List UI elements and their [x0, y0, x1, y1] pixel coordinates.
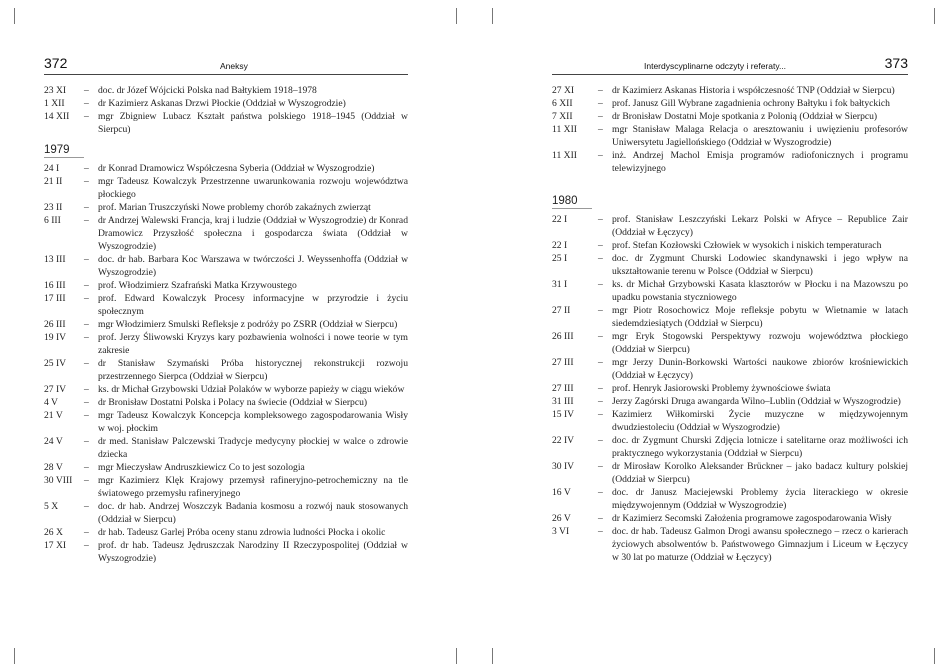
left-page-header: [44, 56, 408, 75]
entry-text: prof. Jerzy Śliwowski Kryzys kary pozbawienia wolności i nowe teorie w tym zakresie: [98, 332, 408, 356]
entry-dash: –: [84, 358, 89, 369]
entry-date: 27 II: [552, 305, 571, 316]
entry-text: prof. Stanisław Leszczyński Lekarz Polski w Afryce – Republice Zair (Oddział w Łęczycy): [612, 214, 908, 238]
crop-mark: [14, 648, 15, 664]
entry-date: 1 XII: [44, 98, 65, 109]
left-page: [44, 56, 408, 565]
lecture-entry: [552, 84, 908, 97]
right-entry-list: [552, 75, 908, 564]
entry-date: 13 III: [44, 254, 66, 265]
entry-date: 19 IV: [44, 332, 67, 343]
entry-date: 17 XI: [44, 540, 67, 551]
year-heading: 1979: [44, 144, 84, 158]
entry-text: prof. Marian Truszczyński Nowe problemy chorób zakaźnych zwierząt: [98, 202, 371, 213]
entry-date: 26 III: [552, 331, 574, 342]
lecture-entry: [552, 123, 908, 149]
entry-text: Jerzy Zagórski Druga awangarda Wilno–Lublin (Oddział w Wyszogrodzie): [612, 396, 901, 407]
entry-dash: –: [598, 253, 603, 264]
entry-dash: –: [598, 331, 603, 342]
entry-dash: –: [598, 487, 603, 498]
entry-date: 31 I: [552, 279, 568, 290]
lecture-entry: [552, 512, 908, 525]
entry-dash: –: [598, 305, 603, 316]
entry-date: 22 I: [552, 214, 568, 225]
lecture-entry: [44, 526, 408, 539]
entry-dash: –: [598, 383, 603, 394]
entry-text: mgr Stanisław Malaga Relacja o aresztowaniu i uwięzieniu profesorów Uniwersytetu Jagiellońskiego (Oddział w Wyszogrodzie): [612, 124, 908, 148]
entry-date: 22 IV: [552, 435, 575, 446]
lecture-entry: [44, 500, 408, 526]
entry-date: 23 II: [44, 202, 63, 213]
entry-dash: –: [84, 280, 89, 291]
lecture-entry: [44, 474, 408, 500]
entry-dash: –: [598, 85, 603, 96]
lecture-entry: [44, 539, 408, 565]
lecture-entry: [552, 252, 908, 278]
lecture-entry: [44, 461, 408, 474]
entry-text: doc. dr Józef Wójcicki Polska nad Bałtykiem 1918–1978: [98, 85, 317, 96]
lecture-entry: [552, 395, 908, 408]
lecture-entry: [44, 84, 408, 97]
entry-dash: –: [84, 332, 89, 343]
lecture-entry: [552, 110, 908, 123]
entry-text: dr Bronisław Dostatni Moje spotkania z Polonią (Oddział w Sierpcu): [612, 111, 878, 122]
lecture-entry: [552, 149, 908, 175]
right-page-header: [552, 56, 908, 75]
entry-dash: –: [598, 357, 603, 368]
entry-text: dr Kazimierz Secomski Założenia programowe zagospodarowania Wisły: [612, 513, 892, 524]
lecture-entry: [44, 396, 408, 409]
entry-dash: –: [598, 214, 603, 225]
entry-date: 25 IV: [44, 358, 67, 369]
entry-text: dr hab. Tadeusz Garlej Próba oceny stanu zdrowia ludności Płocka i okolic: [98, 527, 386, 538]
entry-text: mgr Kazimierz Klęk Krajowy przemysł rafineryjno-petrochemiczny na tle światowego przemysłu rafineryjnego: [98, 475, 408, 499]
entry-text: prof. Janusz Gill Wybrane zagadnienia ochrony Bałtyku i fok bałtyckich: [612, 98, 890, 109]
lecture-entry: [552, 525, 908, 564]
entry-date: 11 XII: [552, 124, 577, 135]
entry-text: dr Konrad Dramowicz Współczesna Syberia (Oddział w Wyszogrodzie): [98, 163, 375, 174]
entry-text: mgr Włodzimierz Smulski Refleksje z podróży po ZSRR (Oddział w Sierpcu): [98, 319, 398, 330]
lecture-entry: [44, 175, 408, 201]
entry-dash: –: [84, 475, 89, 486]
entry-text: dr Kazimierz Askanas Drzwi Płockie (Oddział w Wyszogrodzie): [98, 98, 346, 109]
entry-date: 28 V: [44, 462, 63, 473]
entry-dash: –: [84, 462, 89, 473]
entry-dash: –: [84, 111, 89, 122]
entry-text: doc. dr Zygmunt Churski Zdjęcia lotnicze i satelitarne oraz możliwości ich praktycznego wykorzystania (Oddział w Sierpcu): [612, 435, 908, 459]
lecture-entry: [44, 201, 408, 214]
entry-text: dr Kazimierz Askanas Historia i współczesność TNP (Oddział w Sierpcu): [612, 85, 895, 96]
lecture-entry: [44, 435, 408, 461]
lecture-entry: [44, 383, 408, 396]
lecture-entry: [552, 330, 908, 356]
entry-text: mgr Zbigniew Lubacz Kształt państwa polskiego 1918–1945 (Oddział w Sierpcu): [98, 111, 408, 135]
entry-dash: –: [84, 501, 89, 512]
entry-dash: –: [84, 254, 89, 265]
entry-date: 21 II: [44, 176, 63, 187]
entry-text: mgr Tadeusz Kowalczyk Koncepcja kompleksowego zagospodarowania Wisły w woj. płockim: [98, 410, 408, 434]
entry-date: 5 X: [44, 501, 59, 512]
left-entry-list: [44, 75, 408, 565]
lecture-entry: [552, 408, 908, 434]
lecture-entry: [44, 110, 408, 136]
page-number: 372: [44, 55, 68, 71]
lecture-entry: [44, 279, 408, 292]
lecture-entry: [552, 304, 908, 330]
lecture-entry: [44, 253, 408, 279]
lecture-entry: [552, 460, 908, 486]
entry-dash: –: [598, 111, 603, 122]
entry-dash: –: [598, 409, 603, 420]
lecture-entry: [44, 357, 408, 383]
entry-dash: –: [84, 410, 89, 421]
entry-date: 21 V: [44, 410, 63, 421]
entry-dash: –: [598, 526, 603, 537]
entry-dash: –: [84, 319, 89, 330]
entry-date: 3 VI: [552, 526, 570, 537]
entry-dash: –: [84, 527, 89, 538]
entry-dash: –: [598, 461, 603, 472]
entry-date: 27 III: [552, 383, 574, 394]
entry-dash: –: [84, 176, 89, 187]
entry-text: inż. Andrzej Machol Emisja programów radiofonicznych i programu telewizyjnego: [612, 150, 908, 174]
running-header: Interdyscyplinarne odczyty i referaty...: [644, 61, 787, 71]
entry-date: 27 IV: [44, 384, 67, 395]
lecture-entry: [552, 486, 908, 512]
entry-text: prof. Stefan Kozłowski Człowiek w wysokich i niskich temperaturach: [612, 240, 882, 251]
lecture-entry: [44, 292, 408, 318]
entry-date: 22 I: [552, 240, 568, 251]
entry-date: 27 III: [552, 357, 574, 368]
entry-date: 30 VIII: [44, 475, 73, 486]
entry-dash: –: [84, 215, 89, 226]
entry-date: 6 XII: [552, 98, 573, 109]
entry-text: dr Stanisław Szymański Próba historycznej rekonstrukcji rozwoju przestrzennego Sierpca (Oddział w Sierpcu): [98, 358, 408, 382]
entry-text: doc. dr hab. Tadeusz Galmon Drogi awansu społecznego – rzecz o karierach życiowych absolwentów b. Państwowego Gimnazjum i Liceum w Łęczycy w 30 lat po maturze (Oddział w Łęczycy): [612, 526, 908, 563]
entry-date: 23 XI: [44, 85, 67, 96]
entry-text: prof. Edward Kowalczyk Procesy informacyjne w przyrodzie i życiu społecznym: [98, 293, 408, 317]
entry-text: dr Mirosław Korolko Aleksander Brückner – jako badacz kultury polskiej (Oddział w Sierpcu): [612, 461, 908, 485]
entry-text: Kazimierz Wiłkomirski Życie muzyczne w międzywojennym dwudziestoleciu (Oddział w Wyszogrodzie): [612, 409, 908, 433]
entry-dash: –: [598, 98, 603, 109]
entry-dash: –: [84, 85, 89, 96]
entry-date: 16 V: [552, 487, 571, 498]
entry-date: 7 XII: [552, 111, 573, 122]
entry-date: 26 III: [44, 319, 66, 330]
entry-dash: –: [598, 435, 603, 446]
entry-dash: –: [598, 513, 603, 524]
lecture-entry: [44, 409, 408, 435]
crop-mark: [456, 648, 457, 664]
lecture-entry: [44, 318, 408, 331]
entry-text: doc. dr Janusz Maciejewski Problemy życia literackiego w okresie międzywojennym (Oddział w Wyszogrodzie): [612, 487, 908, 511]
entry-text: ks. dr Michał Grzybowski Kasata klasztorów w Płocku i na Mazowszu po upadku powstania styczniowego: [612, 279, 908, 303]
crop-mark: [492, 648, 493, 664]
lecture-entry: [552, 97, 908, 110]
lecture-entry: [44, 162, 408, 175]
lecture-entry: [552, 239, 908, 252]
entry-date: 4 V: [44, 397, 58, 408]
entry-text: dr Bronisław Dostatni Polska i Polacy na świecie (Oddział w Sierpcu): [98, 397, 368, 408]
lecture-entry: [552, 434, 908, 460]
lecture-entry: [552, 382, 908, 395]
entry-text: doc. dr hab. Barbara Koc Warszawa w twórczości J. Weyssenhoffa (Oddział w Wyszogrodzie): [98, 254, 408, 278]
entry-dash: –: [84, 384, 89, 395]
entry-text: mgr Jerzy Dunin-Borkowski Wartości naukowe zbiorów krośniewickich (Oddział w Łęczycy): [612, 357, 908, 381]
entry-dash: –: [598, 279, 603, 290]
entry-text: prof. dr hab. Tadeusz Jędruszczak Narodziny II Rzeczypospolitej (Oddział w Wyszogrodzie): [98, 540, 408, 564]
entry-date: 31 III: [552, 396, 574, 407]
entry-text: ks. dr Michał Grzybowski Udział Polaków w wyborze papieży w ciągu wieków: [98, 384, 405, 395]
entry-date: 26 X: [44, 527, 63, 538]
entry-text: mgr Piotr Rosochowicz Moje refleksje pobytu w Wietnamie w latach siedemdziesiątych (Oddział w Sierpcu): [612, 305, 908, 329]
entry-date: 6 III: [44, 215, 61, 226]
lecture-entry: [552, 213, 908, 239]
entry-text: doc. dr hab. Andrzej Woszczyk Badania kosmosu a rozwój nauk stosowanych (Oddział w Sierpcu): [98, 501, 408, 525]
crop-mark: [14, 8, 15, 24]
entry-text: mgr Eryk Stogowski Perspektywy rozwoju województwa płockiego (Oddział w Sierpcu): [612, 331, 908, 355]
entry-dash: –: [84, 436, 89, 447]
entry-dash: –: [598, 124, 603, 135]
entry-date: 24 I: [44, 163, 60, 174]
entry-date: 25 I: [552, 253, 568, 264]
lecture-entry: [552, 356, 908, 382]
entry-dash: –: [598, 240, 603, 251]
entry-text: doc. dr Zygmunt Churski Lodowiec skandynawski i jego wpływ na ukształtowanie terenu w Polsce (Oddział w Sierpcu): [612, 253, 908, 277]
crop-mark: [456, 8, 457, 24]
entry-text: dr med. Stanisław Palczewski Tradycje medycyny płockiej w walce o zdrowie dziecka: [98, 436, 408, 460]
entry-date: 17 III: [44, 293, 66, 304]
entry-dash: –: [84, 98, 89, 109]
lecture-entry: [552, 278, 908, 304]
entry-dash: –: [598, 150, 603, 161]
crop-mark: [492, 8, 493, 24]
crop-mark: [934, 648, 935, 664]
entry-date: 15 IV: [552, 409, 575, 420]
running-header: Aneksy: [220, 61, 248, 71]
entry-date: 11 XII: [552, 150, 577, 161]
entry-text: dr Andrzej Walewski Francja, kraj i ludzie (Oddział w Wyszogrodzie) dr Konrad Dramowicz Przyszłość społeczna i gospodarcza świata (Oddział w Wyszogrodzie): [98, 215, 408, 252]
lecture-entry: [44, 214, 408, 253]
entry-text: mgr Tadeusz Kowalczyk Przestrzenne uwarunkowania rozwoju województwa płockiego: [98, 176, 408, 200]
crop-mark: [934, 8, 935, 24]
entry-date: 24 V: [44, 436, 63, 447]
entry-text: prof. Henryk Jasiorowski Problemy żywnościowe świata: [612, 383, 831, 394]
entry-date: 26 V: [552, 513, 571, 524]
lecture-entry: [44, 97, 408, 110]
entry-dash: –: [84, 540, 89, 551]
year-heading: 1980: [552, 195, 592, 209]
entry-dash: –: [84, 202, 89, 213]
entry-dash: –: [84, 293, 89, 304]
entry-date: 30 IV: [552, 461, 575, 472]
entry-date: 27 XI: [552, 85, 575, 96]
entry-text: prof. Włodzimierz Szafrański Matka Krzywoustego: [98, 280, 297, 291]
entry-dash: –: [84, 397, 89, 408]
lecture-entry: [44, 331, 408, 357]
entry-dash: –: [598, 396, 603, 407]
entry-date: 14 XII: [44, 111, 70, 122]
entry-date: 16 III: [44, 280, 66, 291]
right-page: [552, 56, 908, 564]
entry-dash: –: [84, 163, 89, 174]
page-number: 373: [884, 55, 908, 71]
entry-text: mgr Mieczysław Andruszkiewicz Co to jest sozologia: [98, 462, 305, 473]
